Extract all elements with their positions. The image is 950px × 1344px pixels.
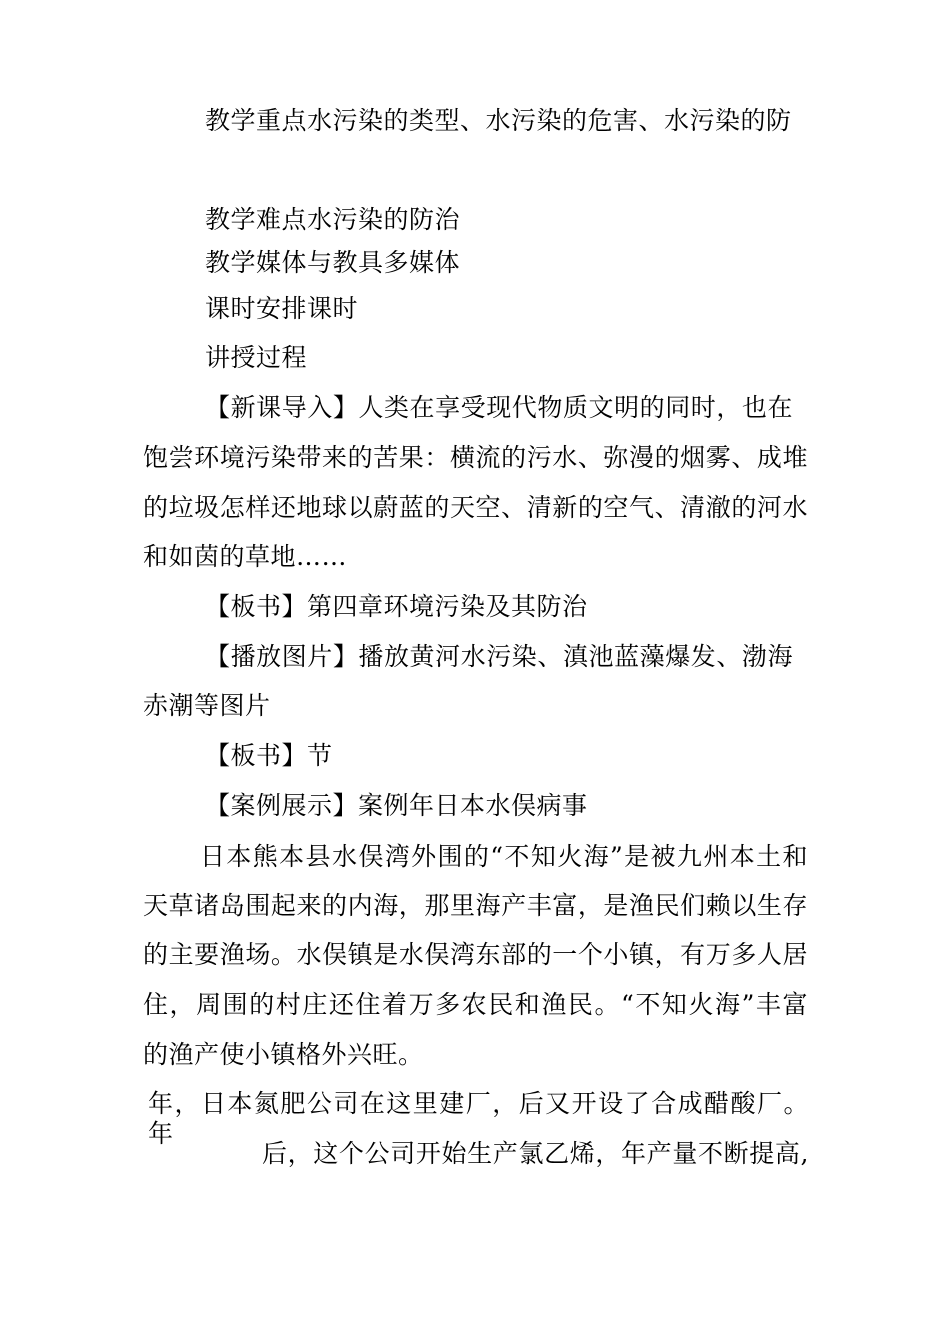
text-line-pictures-1: 【播放图片】播放黄河水污染、滇池蓝藻爆发、渤海 xyxy=(205,642,793,671)
text-line-case-display: 【案例展示】案例年日本水俣病事 xyxy=(205,791,588,820)
text-line-intro-2: 饱尝环境污染带来的苦果：横流的污水、弥漫的烟雾、成堆 xyxy=(143,443,808,472)
text-line-teaching-process: 讲授过程 xyxy=(205,343,308,372)
text-line-teaching-difficulty: 教学难点水污染的防治 xyxy=(205,205,461,234)
text-line-board-section: 【板书】节 xyxy=(205,741,333,770)
text-line-factory-2: 后，这个公司开始生产氯乙烯，年产量不断提高, xyxy=(262,1139,809,1168)
text-line-case-1: 日本熊本县水俣湾外围的“不知火海”是被九州本土和 xyxy=(200,842,808,871)
text-line-case-3: 的主要渔场。水俣镇是水俣湾东部的一个小镇，有万多人居 xyxy=(143,940,808,969)
text-line-intro-4: 和如茵的草地…… xyxy=(143,542,348,571)
text-line-factory-1: 年，日本氮肥公司在这里建厂，后又开设了合成醋酸厂。年 xyxy=(148,1089,809,1148)
text-line-teaching-focus: 教学重点水污染的类型、水污染的危害、水污染的防 xyxy=(205,106,792,135)
text-line-class-schedule: 课时安排课时 xyxy=(205,294,359,323)
text-line-board-chapter: 【板书】第四章环境污染及其防治 xyxy=(205,592,588,621)
text-line-case-4: 住，周围的村庄还住着万多农民和渔民。“不知火海”丰富 xyxy=(143,990,808,1019)
text-line-teaching-media: 教学媒体与教具多媒体 xyxy=(205,248,461,277)
text-line-intro-3: 的垃圾怎样还地球以蔚蓝的天空、清新的空气、清澈的河水 xyxy=(143,493,808,522)
text-line-case-2: 天草诸岛围起来的内海，那里海产丰富，是渔民们赖以生存 xyxy=(143,891,808,920)
text-line-intro-1: 【新课导入】人类在享受现代物质文明的同时，也在 xyxy=(205,393,793,422)
text-line-pictures-2: 赤潮等图片 xyxy=(143,691,271,720)
text-line-case-5: 的渔产使小镇格外兴旺。 xyxy=(143,1040,424,1069)
